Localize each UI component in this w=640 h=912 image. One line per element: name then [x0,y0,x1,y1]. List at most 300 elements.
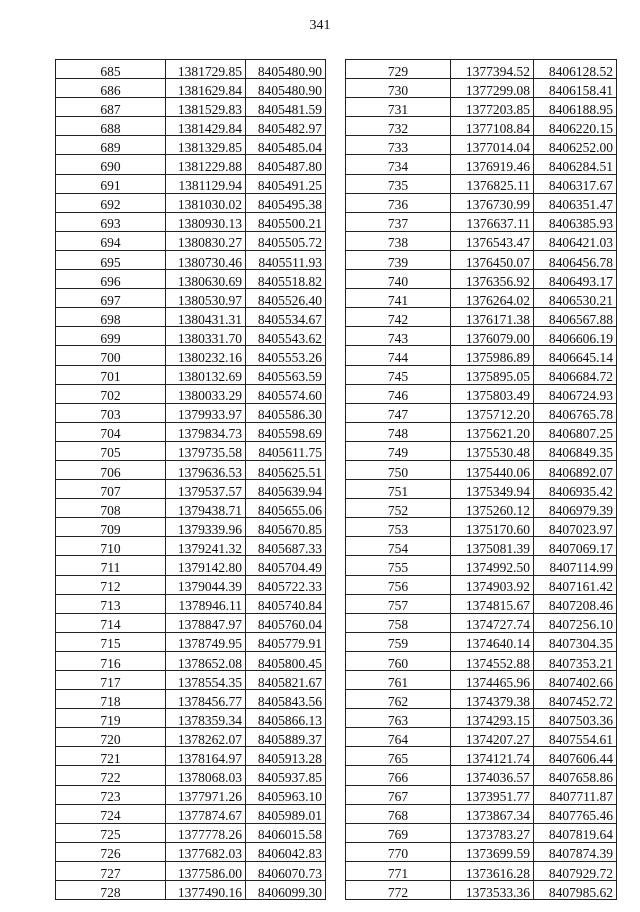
x-coordinate: 1376730.99 [451,193,534,212]
y-coordinate: 8406317.67 [534,174,617,193]
x-coordinate: 1375530.48 [451,441,534,460]
point-number: 767 [346,785,451,804]
table-row [56,231,326,250]
point-number: 772 [346,881,451,900]
table-row [346,651,617,670]
point-number: 740 [346,270,451,289]
point-number: 705 [56,441,166,460]
point-number: 721 [56,747,166,766]
y-coordinate: 8405866.13 [246,709,326,728]
x-coordinate: 1377299.08 [451,79,534,98]
y-coordinate: 8406220.15 [534,117,617,136]
x-coordinate: 1381529.83 [166,98,246,117]
x-coordinate: 1374121.74 [451,747,534,766]
x-coordinate: 1378359.34 [166,709,246,728]
y-coordinate: 8407503.36 [534,709,617,728]
point-number: 704 [56,422,166,441]
table-row [346,499,617,518]
table-row [346,804,617,823]
table-row [346,823,617,842]
x-coordinate: 1378456.77 [166,690,246,709]
table-row [346,690,617,709]
x-coordinate: 1377682.03 [166,842,246,861]
table-row [56,403,326,422]
y-coordinate: 8407929.72 [534,861,617,880]
point-number: 746 [346,384,451,403]
table-row [56,804,326,823]
table-row [346,861,617,880]
y-coordinate: 8405611.75 [246,441,326,460]
x-coordinate: 1373699.59 [451,842,534,861]
table-row [346,212,617,231]
y-coordinate: 8406385.93 [534,212,617,231]
point-number: 688 [56,117,166,136]
x-coordinate: 1373783.27 [451,823,534,842]
y-coordinate: 8405963.10 [246,785,326,804]
x-coordinate: 1381429.84 [166,117,246,136]
x-coordinate: 1379241.32 [166,537,246,556]
table-row [56,518,326,537]
table-row [346,327,617,346]
x-coordinate: 1381629.84 [166,79,246,98]
table-row [346,766,617,785]
table-row [56,365,326,384]
y-coordinate: 8407023.97 [534,518,617,537]
y-coordinate: 8406892.07 [534,460,617,479]
point-number: 726 [56,842,166,861]
y-coordinate: 8405518.82 [246,270,326,289]
table-row [346,728,617,747]
point-number: 698 [56,308,166,327]
table-row [56,766,326,785]
point-number: 742 [346,308,451,327]
table-row [346,881,617,900]
y-coordinate: 8406493.17 [534,270,617,289]
point-number: 700 [56,346,166,365]
point-number: 758 [346,613,451,632]
x-coordinate: 1378652.08 [166,651,246,670]
y-coordinate: 8405543.62 [246,327,326,346]
x-coordinate: 1374465.96 [451,671,534,690]
x-coordinate: 1374293.15 [451,709,534,728]
table-row [56,690,326,709]
y-coordinate: 8406284.51 [534,155,617,174]
table-row [346,155,617,174]
point-number: 703 [56,403,166,422]
x-coordinate: 1380930.13 [166,212,246,231]
point-number: 697 [56,289,166,308]
x-coordinate: 1376171.38 [451,308,534,327]
point-number: 733 [346,136,451,155]
y-coordinate: 8405505.72 [246,231,326,250]
x-coordinate: 1375803.49 [451,384,534,403]
x-coordinate: 1374552.88 [451,651,534,670]
y-coordinate: 8407606.44 [534,747,617,766]
table-row [56,384,326,403]
point-number: 759 [346,632,451,651]
x-coordinate: 1378262.07 [166,728,246,747]
y-coordinate: 8407985.62 [534,881,617,900]
x-coordinate: 1378554.35 [166,671,246,690]
y-coordinate: 8407353.21 [534,651,617,670]
table-row [56,709,326,728]
table-row [346,117,617,136]
point-number: 723 [56,785,166,804]
table-row [346,79,617,98]
x-coordinate: 1379834.73 [166,422,246,441]
table-row [346,193,617,212]
x-coordinate: 1374815.67 [451,594,534,613]
y-coordinate: 8406015.58 [246,823,326,842]
table-row [346,365,617,384]
y-coordinate: 8405655.06 [246,499,326,518]
point-number: 730 [346,79,451,98]
table-row [346,709,617,728]
point-number: 690 [56,155,166,174]
table-row [346,594,617,613]
y-coordinate: 8405480.90 [246,79,326,98]
x-coordinate: 1375260.12 [451,499,534,518]
x-coordinate: 1381030.02 [166,193,246,212]
y-coordinate: 8407874.39 [534,842,617,861]
y-coordinate: 8405625.51 [246,460,326,479]
point-number: 752 [346,499,451,518]
y-coordinate: 8405598.69 [246,422,326,441]
x-coordinate: 1378068.03 [166,766,246,785]
y-coordinate: 8407819.64 [534,823,617,842]
x-coordinate: 1377874.67 [166,804,246,823]
x-coordinate: 1376543.47 [451,231,534,250]
x-coordinate: 1377971.26 [166,785,246,804]
table-row [56,881,326,900]
table-row [346,289,617,308]
y-coordinate: 8405500.21 [246,212,326,231]
point-number: 738 [346,231,451,250]
y-coordinate: 8406530.21 [534,289,617,308]
coordinates-table-right [345,59,617,900]
table-row [56,174,326,193]
point-number: 691 [56,174,166,193]
x-coordinate: 1376825.11 [451,174,534,193]
y-coordinate: 8406645.14 [534,346,617,365]
x-coordinate: 1379933.97 [166,403,246,422]
y-coordinate: 8405480.90 [246,60,326,79]
table-row [56,747,326,766]
point-number: 685 [56,60,166,79]
point-number: 713 [56,594,166,613]
table-row [346,632,617,651]
y-coordinate: 8405491.25 [246,174,326,193]
table-row [56,155,326,174]
table-row [56,117,326,136]
y-coordinate: 8406567.88 [534,308,617,327]
y-coordinate: 8405586.30 [246,403,326,422]
point-number: 686 [56,79,166,98]
y-coordinate: 8405843.56 [246,690,326,709]
point-number: 709 [56,518,166,537]
table-row [346,537,617,556]
point-number: 741 [346,289,451,308]
table-row [56,537,326,556]
point-number: 768 [346,804,451,823]
point-number: 756 [346,575,451,594]
y-coordinate: 8406456.78 [534,250,617,269]
point-number: 749 [346,441,451,460]
table-row [56,842,326,861]
y-coordinate: 8405526.40 [246,289,326,308]
x-coordinate: 1374640.14 [451,632,534,651]
y-coordinate: 8406042.83 [246,842,326,861]
point-number: 717 [56,671,166,690]
point-number: 761 [346,671,451,690]
x-coordinate: 1374036.57 [451,766,534,785]
y-coordinate: 8407554.61 [534,728,617,747]
point-number: 744 [346,346,451,365]
y-coordinate: 8406935.42 [534,480,617,499]
table-row [56,270,326,289]
x-coordinate: 1375081.39 [451,537,534,556]
y-coordinate: 8406351.47 [534,193,617,212]
table-row [56,441,326,460]
x-coordinate: 1379735.58 [166,441,246,460]
point-number: 769 [346,823,451,842]
y-coordinate: 8406099.30 [246,881,326,900]
point-number: 716 [56,651,166,670]
x-coordinate: 1376264.02 [451,289,534,308]
table-row [56,136,326,155]
y-coordinate: 8407304.35 [534,632,617,651]
x-coordinate: 1381229.88 [166,155,246,174]
point-number: 745 [346,365,451,384]
table-row [346,747,617,766]
page-number: 341 [309,18,331,33]
y-coordinate: 8406724.93 [534,384,617,403]
x-coordinate: 1379044.39 [166,575,246,594]
y-coordinate: 8407069.17 [534,537,617,556]
table-row [56,556,326,575]
y-coordinate: 8407208.46 [534,594,617,613]
y-coordinate: 8407658.86 [534,766,617,785]
x-coordinate: 1377203.85 [451,98,534,117]
y-coordinate: 8405913.28 [246,747,326,766]
point-number: 754 [346,537,451,556]
table-row [56,671,326,690]
point-number: 701 [56,365,166,384]
table-row [56,212,326,231]
x-coordinate: 1378847.97 [166,613,246,632]
point-number: 764 [346,728,451,747]
x-coordinate: 1380033.29 [166,384,246,403]
y-coordinate: 8405639.94 [246,480,326,499]
table-row [346,136,617,155]
table-row [56,327,326,346]
y-coordinate: 8407114.99 [534,556,617,575]
table-row [346,403,617,422]
y-coordinate: 8405760.04 [246,613,326,632]
x-coordinate: 1381329.85 [166,136,246,155]
point-number: 757 [346,594,451,613]
table-row [56,289,326,308]
point-number: 731 [346,98,451,117]
table-row [346,785,617,804]
y-coordinate: 8405482.97 [246,117,326,136]
x-coordinate: 1378749.95 [166,632,246,651]
table-row [346,231,617,250]
table-row [346,60,617,79]
point-number: 748 [346,422,451,441]
y-coordinate: 8405937.85 [246,766,326,785]
table-row [346,480,617,499]
x-coordinate: 1373867.34 [451,804,534,823]
x-coordinate: 1375986.89 [451,346,534,365]
y-coordinate: 8405495.38 [246,193,326,212]
point-number: 696 [56,270,166,289]
point-number: 760 [346,651,451,670]
table-row [346,98,617,117]
y-coordinate: 8405574.60 [246,384,326,403]
table-row [346,575,617,594]
point-number: 747 [346,403,451,422]
table-row [346,422,617,441]
table-row [346,308,617,327]
table-row [56,193,326,212]
table-row [346,842,617,861]
y-coordinate: 8406252.00 [534,136,617,155]
x-coordinate: 1380232.16 [166,346,246,365]
x-coordinate: 1373951.77 [451,785,534,804]
x-coordinate: 1379438.71 [166,499,246,518]
y-coordinate: 8405563.59 [246,365,326,384]
point-number: 737 [346,212,451,231]
y-coordinate: 8406128.52 [534,60,617,79]
point-number: 762 [346,690,451,709]
x-coordinate: 1374379.38 [451,690,534,709]
table-row [56,785,326,804]
table-row [346,250,617,269]
coordinates-table-left [55,59,326,900]
x-coordinate: 1379339.96 [166,518,246,537]
x-coordinate: 1375170.60 [451,518,534,537]
x-coordinate: 1378164.97 [166,747,246,766]
x-coordinate: 1376450.07 [451,250,534,269]
point-number: 692 [56,193,166,212]
y-coordinate: 8407711.87 [534,785,617,804]
x-coordinate: 1375895.05 [451,365,534,384]
x-coordinate: 1378946.11 [166,594,246,613]
point-number: 710 [56,537,166,556]
table-row [56,728,326,747]
point-number: 739 [346,250,451,269]
point-number: 699 [56,327,166,346]
table-row [346,384,617,403]
point-number: 728 [56,881,166,900]
point-number: 771 [346,861,451,880]
x-coordinate: 1376637.11 [451,212,534,231]
y-coordinate: 8405487.80 [246,155,326,174]
point-number: 689 [56,136,166,155]
x-coordinate: 1379142.80 [166,556,246,575]
table-row [56,480,326,499]
y-coordinate: 8405779.91 [246,632,326,651]
y-coordinate: 8406158.41 [534,79,617,98]
point-number: 724 [56,804,166,823]
y-coordinate: 8407765.46 [534,804,617,823]
point-number: 708 [56,499,166,518]
table-row [56,823,326,842]
point-number: 722 [56,766,166,785]
table-row [346,671,617,690]
x-coordinate: 1375440.06 [451,460,534,479]
y-coordinate: 8405740.84 [246,594,326,613]
x-coordinate: 1375712.20 [451,403,534,422]
x-coordinate: 1377394.52 [451,60,534,79]
point-number: 732 [346,117,451,136]
y-coordinate: 8405889.37 [246,728,326,747]
x-coordinate: 1379537.57 [166,480,246,499]
x-coordinate: 1373616.28 [451,861,534,880]
y-coordinate: 8405670.85 [246,518,326,537]
point-number: 702 [56,384,166,403]
x-coordinate: 1376356.92 [451,270,534,289]
x-coordinate: 1380132.69 [166,365,246,384]
y-coordinate: 8405704.49 [246,556,326,575]
y-coordinate: 8405485.04 [246,136,326,155]
point-number: 706 [56,460,166,479]
y-coordinate: 8407402.66 [534,671,617,690]
point-number: 725 [56,823,166,842]
point-number: 753 [346,518,451,537]
point-number: 695 [56,250,166,269]
x-coordinate: 1375349.94 [451,480,534,499]
table-row [56,308,326,327]
table-row [346,613,617,632]
point-number: 715 [56,632,166,651]
point-number: 693 [56,212,166,231]
x-coordinate: 1380730.46 [166,250,246,269]
point-number: 718 [56,690,166,709]
x-coordinate: 1375621.20 [451,422,534,441]
y-coordinate: 8405687.33 [246,537,326,556]
table-row [346,174,617,193]
y-coordinate: 8405800.45 [246,651,326,670]
y-coordinate: 8406606.19 [534,327,617,346]
point-number: 755 [346,556,451,575]
point-number: 743 [346,327,451,346]
y-coordinate: 8406849.35 [534,441,617,460]
point-number: 714 [56,613,166,632]
point-number: 687 [56,98,166,117]
y-coordinate: 8407452.72 [534,690,617,709]
point-number: 734 [346,155,451,174]
x-coordinate: 1374903.92 [451,575,534,594]
table-row [346,460,617,479]
table-row [56,861,326,880]
point-number: 719 [56,709,166,728]
point-number: 711 [56,556,166,575]
x-coordinate: 1381129.94 [166,174,246,193]
table-row [56,594,326,613]
y-coordinate: 8406979.39 [534,499,617,518]
y-coordinate: 8405722.33 [246,575,326,594]
y-coordinate: 8406188.95 [534,98,617,117]
point-number: 694 [56,231,166,250]
point-number: 766 [346,766,451,785]
x-coordinate: 1377490.16 [166,881,246,900]
point-number: 707 [56,480,166,499]
x-coordinate: 1373533.36 [451,881,534,900]
x-coordinate: 1380630.69 [166,270,246,289]
table-row [346,556,617,575]
